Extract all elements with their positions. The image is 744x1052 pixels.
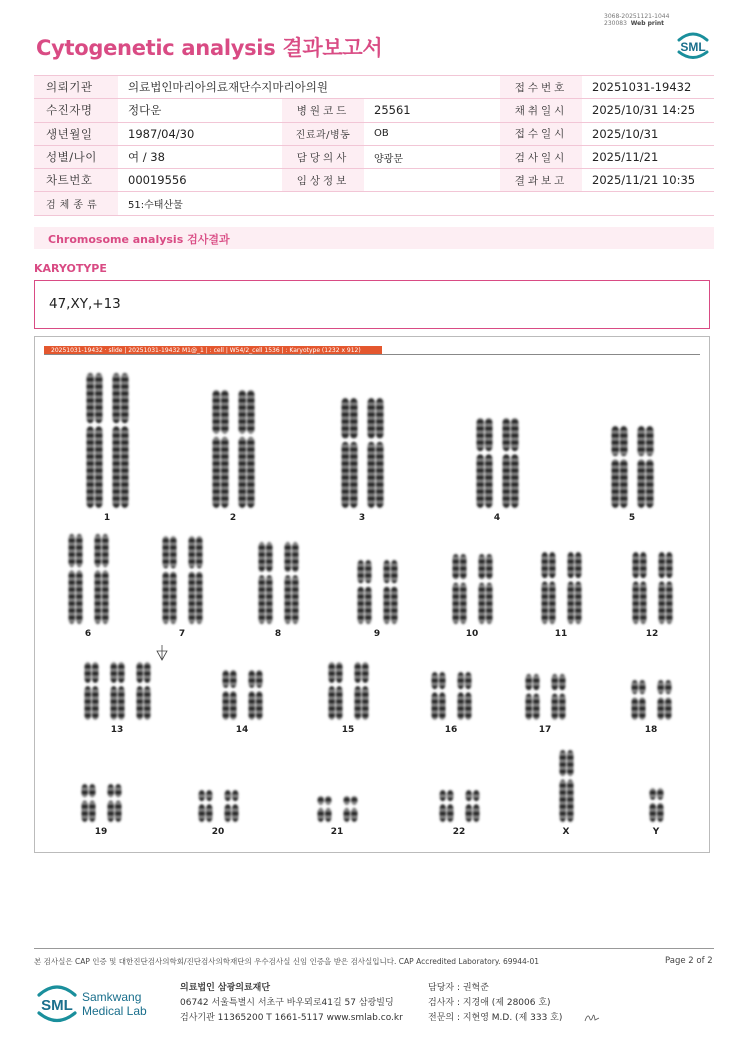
chromosome-22 — [466, 790, 480, 822]
label-patient-name: 수진자명 — [34, 99, 118, 122]
chromosome-5 — [612, 426, 628, 508]
section-title: Chromosome analysis 검사결과 — [48, 233, 230, 246]
value-birthdate: 1987/04/30 — [118, 122, 282, 145]
patient-info-table — [34, 75, 714, 216]
print-code-line1: 3068-20251121-1044 — [604, 13, 670, 20]
section-header — [34, 227, 714, 249]
chromosome-1 — [87, 373, 103, 508]
chromosome-13 — [137, 662, 151, 720]
trisomy-arrow-icon — [157, 645, 167, 660]
chromosome-label-8: 8 — [274, 629, 282, 639]
chromosome-label-1: 1 — [103, 513, 111, 523]
chromosome-label-3: 3 — [358, 513, 366, 523]
chromosome-1 — [113, 373, 129, 508]
chromosome-8 — [259, 542, 273, 624]
label-sex-age: 성별/나이 — [34, 145, 118, 168]
chromosome-9 — [358, 560, 372, 624]
label-chart-number: 차트번호 — [34, 169, 118, 192]
chromosome-label-14: 14 — [235, 725, 249, 735]
chromosome-17 — [552, 674, 566, 720]
chromosome-label-21: 21 — [330, 827, 344, 837]
chromosome-label-18: 18 — [644, 725, 658, 735]
logo-bottom-medical: Medical Lab — [82, 1004, 147, 1018]
chromosome-label-17: 17 — [538, 725, 552, 735]
company-contact: 검사기관 11365200 T 1661-5117 www.smlab.co.kr — [180, 1013, 403, 1023]
chromosome-2 — [213, 390, 229, 508]
staff-tester: 검사자 : 지경애 (제 28006 호) — [428, 998, 551, 1008]
chromosome-16 — [458, 672, 472, 720]
label-clinical-info: 임상정보 — [282, 169, 364, 192]
page-title: Cytogenetic analysis 결과보고서 — [36, 36, 383, 60]
samkwang-logo — [36, 980, 160, 1026]
chromosome-13 — [85, 662, 99, 720]
logo-bottom-sml: SML — [41, 997, 73, 1014]
chromosome-label-16: 16 — [444, 725, 458, 735]
chromosome-4 — [503, 418, 519, 508]
chromosome-6 — [69, 534, 83, 624]
value-physician: 양광문 — [364, 145, 500, 168]
chromosome-15 — [329, 662, 343, 720]
chromosome-19 — [82, 784, 96, 822]
label-received-time: 접수일시 — [500, 122, 582, 145]
company-address: 06742 서울특별시 서초구 바우뫼로41길 57 삼광빌딩 — [180, 998, 394, 1008]
value-specimen: 51:수태산물 — [118, 192, 714, 215]
info-row — [34, 122, 714, 145]
chromosome-label-12: 12 — [645, 629, 659, 639]
chromosome-7 — [189, 536, 203, 624]
label-birthdate: 생년월일 — [34, 122, 118, 145]
value-department: OB — [364, 122, 500, 145]
chromosome-7 — [163, 536, 177, 624]
chromosome-18 — [632, 680, 646, 720]
chromosome-label-15: 15 — [341, 725, 355, 735]
chromosome-label-9: 9 — [373, 629, 381, 639]
print-code-number: 230083 — [604, 20, 627, 27]
value-received-time: 2025/10/31 — [582, 122, 714, 145]
chromosome-2 — [239, 390, 255, 508]
value-accession: 20251031-19432 — [582, 76, 714, 99]
chromosome-21 — [318, 796, 332, 822]
chromosome-3 — [368, 398, 384, 508]
chromosome-X — [560, 750, 574, 822]
logo-top-text: SML — [680, 40, 706, 54]
label-hospital-code: 병원코드 — [282, 99, 364, 122]
chromosome-16 — [432, 672, 446, 720]
info-row — [34, 99, 714, 122]
value-report-time: 2025/11/21 10:35 — [582, 169, 714, 192]
chromosome-label-2: 2 — [229, 513, 237, 523]
chromosome-label-22: 22 — [452, 827, 466, 837]
chromosome-10 — [479, 554, 493, 624]
label-test-date: 검사일시 — [500, 145, 582, 168]
staff-manager: 담당자 : 권혁준 — [428, 983, 489, 993]
value-collection-time: 2025/10/31 14:25 — [582, 99, 714, 122]
logo-bottom-samkwang: Samkwang — [82, 990, 142, 1004]
info-row — [34, 192, 714, 215]
info-row — [34, 145, 714, 168]
value-client: 의료법인마리아의료재단수지마리아의원 — [118, 76, 500, 99]
value-clinical-info — [364, 169, 500, 192]
label-physician: 담당의사 — [282, 145, 364, 168]
value-test-date: 2025/11/21 — [582, 145, 714, 168]
info-row — [34, 169, 714, 192]
chromosome-12 — [659, 552, 673, 624]
chromosome-label-13: 13 — [110, 725, 124, 735]
label-specimen: 검체종류 — [34, 192, 118, 215]
value-patient-name: 정다운 — [118, 99, 282, 122]
page-number: Page 2 of 2 — [665, 956, 713, 966]
karyogram-image — [34, 336, 710, 853]
label-accession: 접수번호 — [500, 76, 582, 99]
chromosome-14 — [223, 670, 237, 720]
chromosome-21 — [344, 796, 358, 822]
chromosome-label-Y: Y — [652, 827, 660, 837]
label-report-time: 결과보고 — [500, 169, 582, 192]
print-code-text: Web print — [630, 20, 665, 27]
karyogram-svg — [35, 337, 711, 854]
print-code — [604, 13, 669, 27]
karyotype-result-box — [34, 280, 710, 329]
chromosome-label-5: 5 — [628, 513, 636, 523]
info-row — [34, 76, 714, 99]
company-name: 의료법인 삼광의료재단 — [180, 983, 271, 993]
staff-info — [428, 981, 562, 1026]
chromosome-18 — [658, 680, 672, 720]
chromosome-20 — [225, 790, 239, 822]
chromosome-11 — [568, 552, 582, 624]
chromosome-label-19: 19 — [94, 827, 108, 837]
label-client: 의뢰기관 — [34, 76, 118, 99]
chromosome-20 — [199, 790, 213, 822]
chromosome-label-10: 10 — [465, 629, 479, 639]
signature-icon — [583, 1010, 601, 1024]
value-hospital-code: 25561 — [364, 99, 500, 122]
footer-divider — [34, 948, 714, 949]
chromosome-label-11: 11 — [554, 629, 568, 639]
chromosome-12 — [633, 552, 647, 624]
print-code-line2 — [604, 20, 669, 27]
label-department: 진료과/병동 — [282, 122, 364, 145]
chromosome-label-X: X — [562, 827, 570, 837]
karyotype-label: KARYOTYPE — [34, 262, 107, 275]
chromosome-9 — [384, 560, 398, 624]
chromosome-15 — [355, 662, 369, 720]
chromosome-6 — [95, 534, 109, 624]
chromosome-8 — [285, 542, 299, 624]
chromosome-14 — [249, 670, 263, 720]
chromosome-4 — [477, 418, 493, 508]
image-header-text: 20251031-19432 · slide | 20251031-19432 M1@_1 | : cell | W54/2_cell 1536 | : Karyotype (1232 x 912) — [51, 347, 361, 354]
chromosome-19 — [108, 784, 122, 822]
value-sex-age: 여 / 38 — [118, 145, 282, 168]
value-chart-number: 00019556 — [118, 169, 282, 192]
chromosome-label-20: 20 — [211, 827, 225, 837]
label-collection-time: 채취일시 — [500, 99, 582, 122]
chromosome-label-7: 7 — [178, 629, 186, 639]
company-info — [180, 981, 403, 1026]
chromosome-3 — [342, 398, 358, 508]
chromosome-10 — [453, 554, 467, 624]
accreditation-note: 본 검사실은 CAP 인증 및 대한진단검사의학회/진단검사의학재단의 우수검사실 신임 인증을 받은 검사실입니다. CAP Accredited Laboratory. 69944-01 — [34, 957, 540, 966]
sml-logo-icon — [672, 27, 714, 63]
chromosome-17 — [526, 674, 540, 720]
chromosome-22 — [440, 790, 454, 822]
chromosome-13 — [111, 662, 125, 720]
chromosome-label-4: 4 — [493, 513, 501, 523]
karyotype-result: 47,XY,+13 — [49, 296, 121, 312]
chromosome-11 — [542, 552, 556, 624]
chromosome-Y — [650, 788, 664, 822]
chromosome-5 — [638, 426, 654, 508]
chromosome-label-6: 6 — [84, 629, 92, 639]
staff-specialist: 전문의 : 지현영 M.D. (제 333 호) — [428, 1013, 563, 1023]
